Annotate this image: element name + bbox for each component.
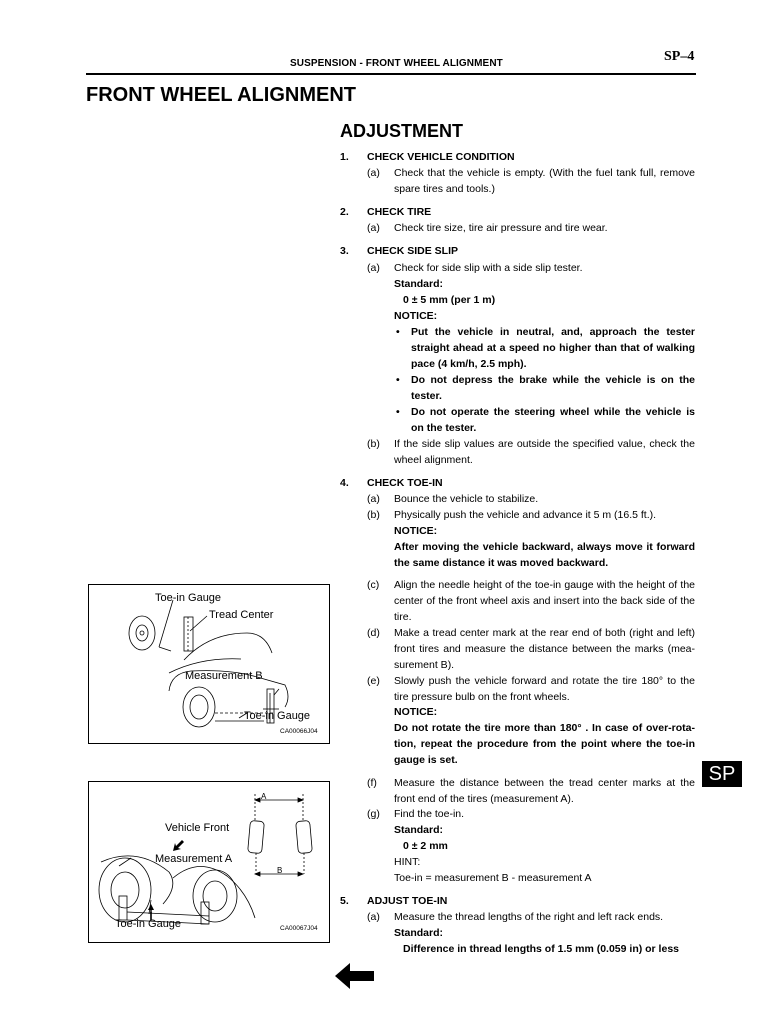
notice-text: Do not rotate the tire more than 180° . In case of over-rota- bbox=[394, 722, 695, 734]
left-arrow-icon bbox=[335, 963, 375, 989]
notice-text: Put the vehicle in neutral, and, approach the tester bbox=[411, 326, 695, 338]
page-title: FRONT WHEEL ALIGNMENT bbox=[86, 84, 356, 106]
body-text: Check that the vehicle is empty. (With the fuel tank full, remove bbox=[394, 167, 695, 179]
notice-text: Do not operate the steering wheel while the vehicle is bbox=[411, 406, 695, 418]
body-text: Slowly push the vehicle forward and rotate the tire 180° to the bbox=[394, 675, 695, 687]
sub-mark: (a) bbox=[367, 262, 380, 274]
notice-text: tester. bbox=[411, 390, 442, 402]
bullet: • bbox=[396, 406, 400, 418]
body-text: Measure the distance between the tread center marks at the bbox=[394, 777, 695, 789]
notice-text: Do not depress the brake while the vehicle is on the bbox=[411, 374, 695, 386]
step-number: 3. bbox=[340, 245, 349, 257]
step-number: 1. bbox=[340, 151, 349, 163]
figure-code: CA00066J04 bbox=[280, 728, 318, 735]
standard-value: Difference in thread lengths of 1.5 mm (0.059 in) or less bbox=[403, 943, 679, 955]
body-text: tire. bbox=[394, 611, 412, 623]
standard-label: Standard: bbox=[394, 927, 444, 939]
sub-mark: (a) bbox=[367, 167, 380, 179]
figure-code: CA00067J04 bbox=[280, 925, 318, 932]
standard-value: 0 ± 2 mm bbox=[403, 840, 448, 852]
body-text: center of the front wheel axis and insert into the back side of the bbox=[394, 595, 695, 607]
sub-mark: (g) bbox=[367, 808, 380, 820]
sub-mark: (a) bbox=[367, 222, 380, 234]
body-text: Check tire size, tire air pressure and tire wear. bbox=[394, 222, 608, 234]
dimension-label: B bbox=[277, 866, 283, 875]
back-button[interactable] bbox=[335, 963, 375, 989]
page-number: SP–4 bbox=[664, 49, 695, 64]
body-text: Measure the thread lengths of the right and left rack ends. bbox=[394, 911, 664, 923]
notice-label: NOTICE: bbox=[394, 706, 438, 718]
sub-mark: (f) bbox=[367, 777, 377, 789]
standard-value: 0 ± 5 mm (per 1 m) bbox=[403, 294, 496, 306]
sub-mark: (b) bbox=[367, 509, 380, 521]
figure-label: Toe-in Gauge bbox=[155, 592, 222, 604]
figure-label: Toe-in Gauge bbox=[115, 918, 182, 930]
hint-label: HINT: bbox=[394, 856, 421, 868]
figure-label: Tread Center bbox=[209, 609, 274, 621]
notice-text: on the tester. bbox=[411, 422, 477, 434]
section-title: ADJUSTMENT bbox=[340, 121, 464, 141]
step-number: 4. bbox=[340, 477, 349, 489]
figure-label: Toe-in Gauge bbox=[244, 710, 311, 722]
standard-label: Standard: bbox=[394, 278, 444, 290]
figure-label: Vehicle Front bbox=[165, 822, 230, 834]
sub-mark: (c) bbox=[367, 579, 380, 591]
bullet: • bbox=[396, 374, 400, 386]
step-heading: ADJUST TOE-IN bbox=[367, 895, 448, 907]
sub-mark: (b) bbox=[367, 438, 380, 450]
notice-text: straight ahead at a speed no higher than that of walking bbox=[411, 342, 695, 354]
notice-text: tion, repeat the procedure from the point where the toe-in bbox=[394, 738, 695, 750]
sub-mark: (a) bbox=[367, 493, 380, 505]
sub-mark: (a) bbox=[367, 911, 380, 923]
notice-text: gauge is set. bbox=[394, 754, 458, 766]
sub-mark: (d) bbox=[367, 627, 380, 639]
step-heading: CHECK TIRE bbox=[367, 206, 432, 218]
body-text: surement B). bbox=[394, 659, 455, 671]
body-text: tire pressure bulb on the front wheels. bbox=[394, 691, 570, 703]
header-divider bbox=[86, 73, 696, 75]
figure-toe-in-gauge-front bbox=[88, 781, 330, 943]
body-text: Check for side slip with a side slip tester. bbox=[394, 262, 583, 274]
step-heading: CHECK TOE-IN bbox=[367, 477, 443, 489]
notice-label: NOTICE: bbox=[394, 310, 438, 322]
body-text: wheel alignment. bbox=[394, 454, 473, 466]
figure-label: Measurement B bbox=[185, 670, 263, 682]
step-heading: CHECK SIDE SLIP bbox=[367, 245, 459, 257]
notice-label: NOTICE: bbox=[394, 525, 438, 537]
body-text: spare tires and tools.) bbox=[394, 183, 495, 195]
sub-mark: (e) bbox=[367, 675, 380, 687]
step-number: 2. bbox=[340, 206, 349, 218]
bullet: • bbox=[396, 326, 400, 338]
hint-text: Toe-in = measurement B - measurement A bbox=[394, 872, 592, 884]
notice-text: the same distance it was moved backward. bbox=[394, 557, 609, 569]
section-tab-badge: SP bbox=[702, 761, 742, 787]
figure-label: Measurement A bbox=[155, 853, 233, 865]
body-text: Align the needle height of the toe-in gauge with the height of the bbox=[394, 579, 695, 591]
step-heading: CHECK VEHICLE CONDITION bbox=[367, 151, 515, 163]
notice-text: pace (4 km/h, 2.5 mph). bbox=[411, 358, 527, 370]
body-text: front end of the tires (measurement A). bbox=[394, 793, 574, 805]
body-text: front tires and measure the distance between the marks (mea- bbox=[394, 643, 695, 655]
body-text: Make a tread center mark at the rear end of both (right and left) bbox=[394, 627, 695, 639]
running-header: SUSPENSION - FRONT WHEEL ALIGNMENT bbox=[290, 58, 503, 69]
notice-text: After moving the vehicle backward, always move it forward bbox=[394, 541, 695, 553]
dimension-label: A bbox=[261, 792, 267, 801]
body-text: If the side slip values are outside the specified value, check the bbox=[394, 438, 695, 450]
body-text: Physically push the vehicle and advance it 5 m (16.5 ft.). bbox=[394, 509, 657, 521]
figure-toe-in-gauge-rear bbox=[88, 584, 330, 744]
standard-label: Standard: bbox=[394, 824, 444, 836]
body-text: Bounce the vehicle to stabilize. bbox=[394, 493, 539, 505]
step-number: 5. bbox=[340, 895, 349, 907]
body-text: Find the toe-in. bbox=[394, 808, 465, 820]
